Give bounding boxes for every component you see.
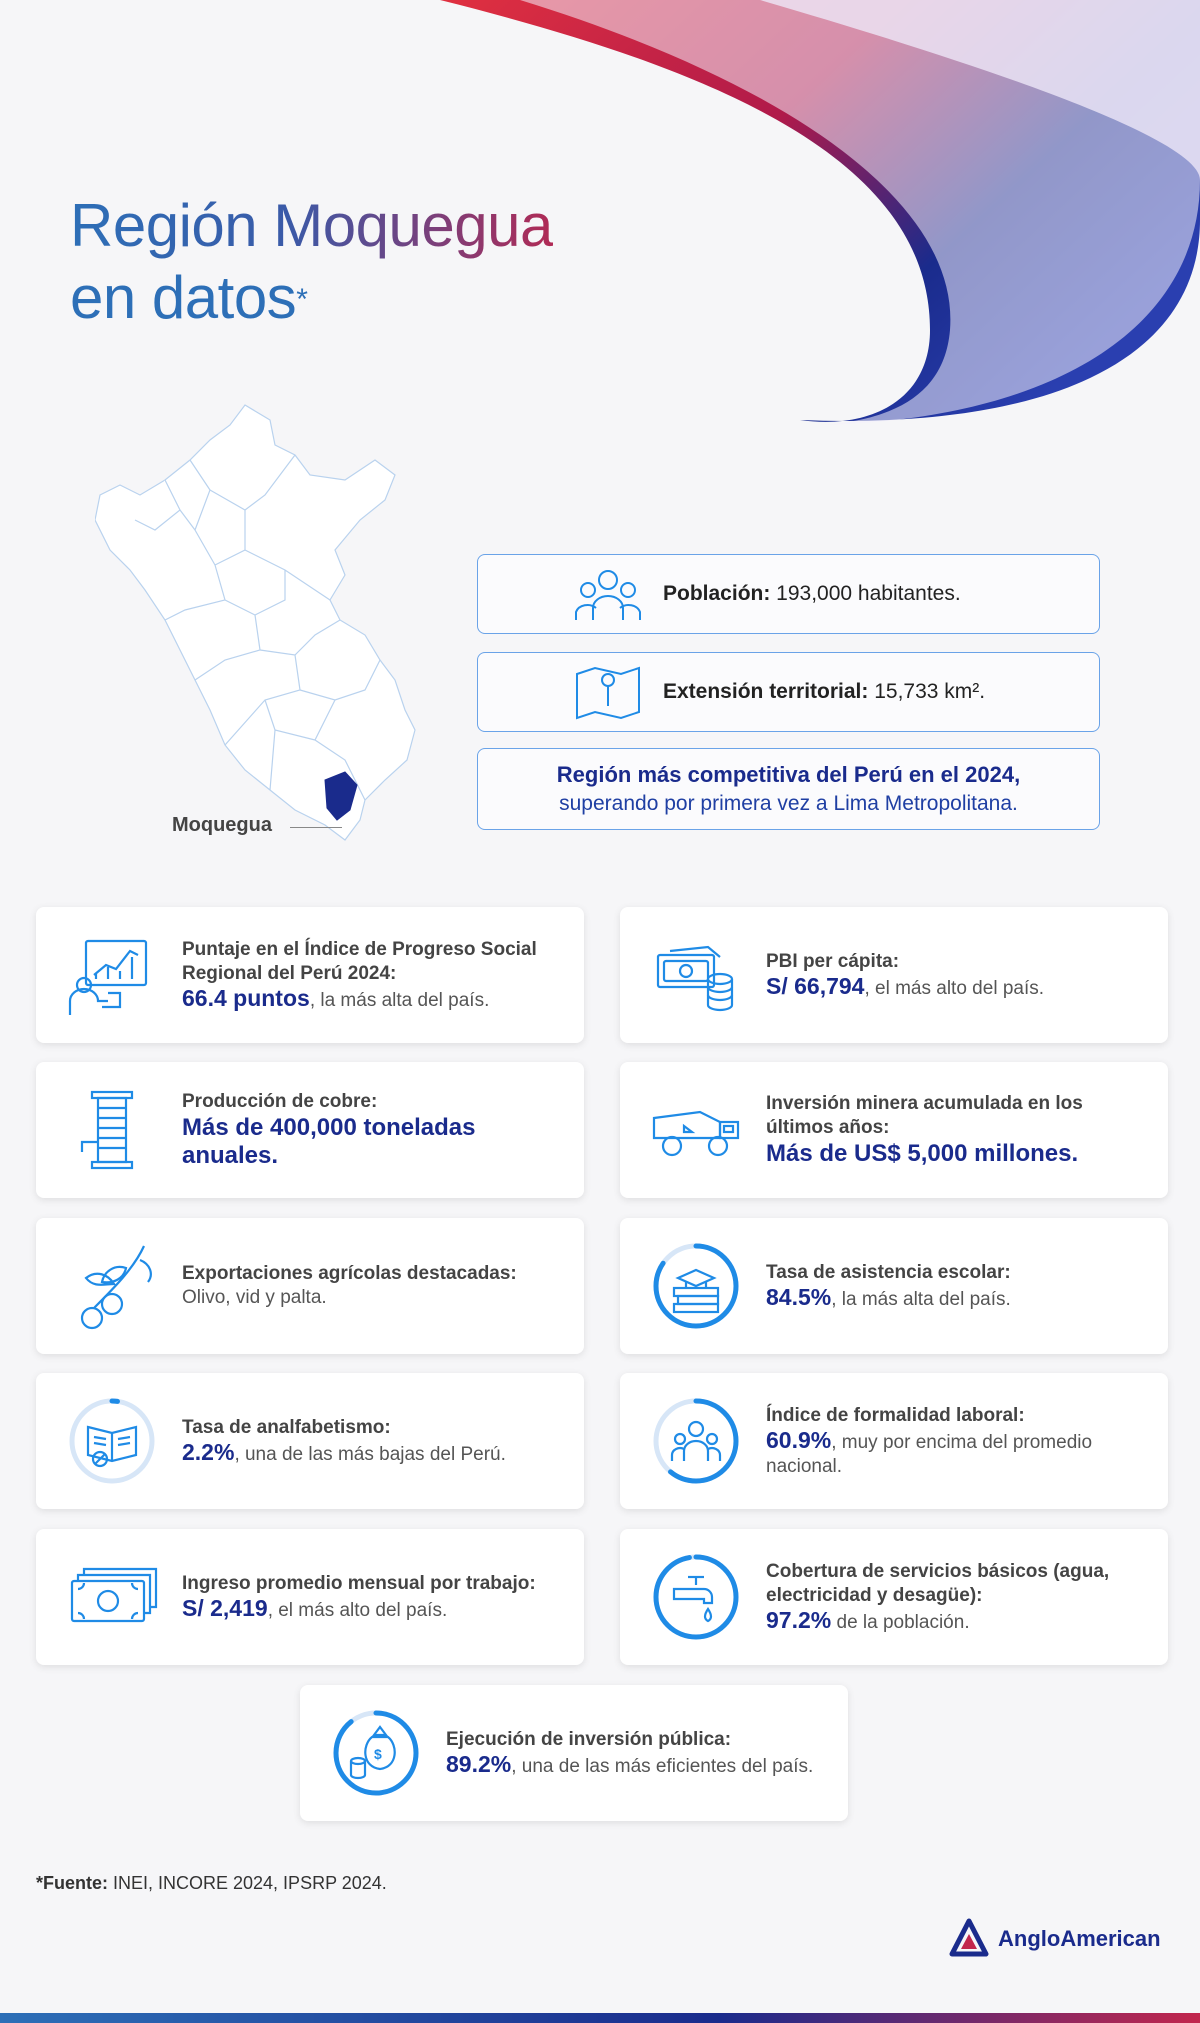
workers-icon — [648, 1393, 744, 1489]
anglo-american-logo — [948, 1918, 1161, 1960]
analytics-board-icon — [64, 927, 160, 1023]
card-illiteracy — [36, 1373, 584, 1509]
card-social-progress-value: 66.4 puntos — [182, 984, 310, 1011]
card-services-heading: Cobertura de servicios básicos (agua, electricidad y desagüe): — [766, 1560, 1110, 1606]
card-illiteracy-note: , una de las más bajas del Perú. — [234, 1443, 506, 1465]
card-agricultural-exports — [36, 1218, 584, 1354]
card-illiteracy-heading: Tasa de analfabetismo: — [182, 1416, 391, 1438]
olive-branch-icon — [64, 1238, 160, 1334]
money-bag-icon — [328, 1705, 424, 1801]
card-income-value: S/ 2,419 — [182, 1594, 268, 1621]
page-title — [70, 190, 553, 334]
map-label-pointer — [290, 827, 342, 828]
card-exports-heading: Exportaciones agrícolas destacadas: — [182, 1263, 517, 1284]
anglo-american-logo-icon — [948, 1918, 990, 1960]
title-asterisk: * — [296, 283, 308, 316]
card-gdp-value: S/ 66,794 — [766, 972, 865, 999]
card-labor-heading: Índice de formalidad laboral: — [766, 1404, 1025, 1426]
card-labor-formality — [620, 1373, 1168, 1509]
title-line-1: Región Moquegua — [70, 190, 553, 262]
card-copper-heading: Producción de cobre: — [182, 1091, 378, 1112]
competitive-box — [477, 748, 1100, 830]
bottom-gradient-bar — [0, 2013, 1200, 2023]
card-labor-value: 60.9% — [766, 1426, 832, 1453]
card-services-note: de la población. — [831, 1611, 970, 1633]
svg-text:$: $ — [374, 1746, 382, 1762]
population-text: Población: 193,000 habitantes. — [663, 582, 961, 605]
card-services-value: 97.2% — [766, 1606, 832, 1633]
card-labor-note: , muy por encima del promedio nacional. — [766, 1431, 1093, 1477]
card-mining-value: Más de US$ 5,000 millones. — [766, 1140, 1079, 1167]
map-region-label: Moquegua — [172, 814, 272, 836]
card-gdp-heading: PBI per cápita: — [766, 950, 900, 972]
card-income-note: , el más alto del país. — [267, 1599, 448, 1621]
card-social-progress — [36, 907, 584, 1043]
card-public-value: 89.2% — [446, 1750, 512, 1777]
mining-truck-icon — [648, 1082, 744, 1178]
banknotes-icon — [64, 1549, 160, 1645]
title-line-2: en datos* — [70, 264, 308, 331]
people-group-icon — [573, 564, 643, 624]
card-exports-note: Olivo, vid y palta. — [182, 1287, 327, 1308]
card-gdp-note: , el más alto del país. — [864, 977, 1045, 999]
money-coins-icon — [648, 927, 744, 1023]
card-school-value: 84.5% — [766, 1283, 832, 1310]
card-school-note: , la más alta del país. — [831, 1288, 1011, 1310]
card-income-heading: Ingreso promedio mensual por trabajo: — [182, 1572, 536, 1594]
card-mining-heading: Inversión minera acumulada en los últimos años: — [766, 1093, 1083, 1138]
card-copper — [36, 1062, 584, 1198]
card-social-progress-heading: Puntaje en el Índice de Progreso Social Regional del Perú 2024: — [182, 938, 537, 984]
population-box — [477, 554, 1100, 634]
copper-coil-icon — [64, 1082, 160, 1178]
card-social-progress-note: , la más alta del país. — [309, 989, 490, 1011]
extension-text: Extensión territorial: 15,733 km². — [663, 680, 986, 703]
card-school-heading: Tasa de asistencia escolar: — [766, 1261, 1011, 1283]
peru-map — [95, 400, 425, 870]
card-school-attendance — [620, 1218, 1168, 1354]
competitive-line-1: Región más competitiva del Perú en el 2024, — [556, 762, 1021, 787]
card-copper-value: Más de 400,000 toneladas anuales. — [182, 1114, 476, 1169]
card-public-note: , una de las más eficientes del país. — [511, 1755, 814, 1777]
competitive-line-2: superando por primera vez a Lima Metropolitana. — [559, 792, 1018, 815]
map-pin-icon — [573, 662, 643, 722]
open-book-icon — [64, 1393, 160, 1489]
card-illiteracy-value: 2.2% — [182, 1438, 235, 1465]
card-income — [36, 1529, 584, 1665]
progress-ring — [656, 1557, 736, 1637]
card-public-investment — [300, 1685, 848, 1821]
source-footnote: *Fuente: INEI, INCORE 2024, IPSRP 2024. — [36, 1873, 387, 1893]
extension-box — [477, 652, 1100, 732]
water-tap-icon — [648, 1549, 744, 1645]
card-basic-services — [620, 1529, 1168, 1665]
card-public-heading: Ejecución de inversión pública: — [446, 1728, 732, 1750]
logo-text: AngloAmerican — [998, 1926, 1161, 1951]
card-gdp — [620, 907, 1168, 1043]
card-mining-investment — [620, 1062, 1168, 1198]
books-icon — [648, 1238, 744, 1334]
